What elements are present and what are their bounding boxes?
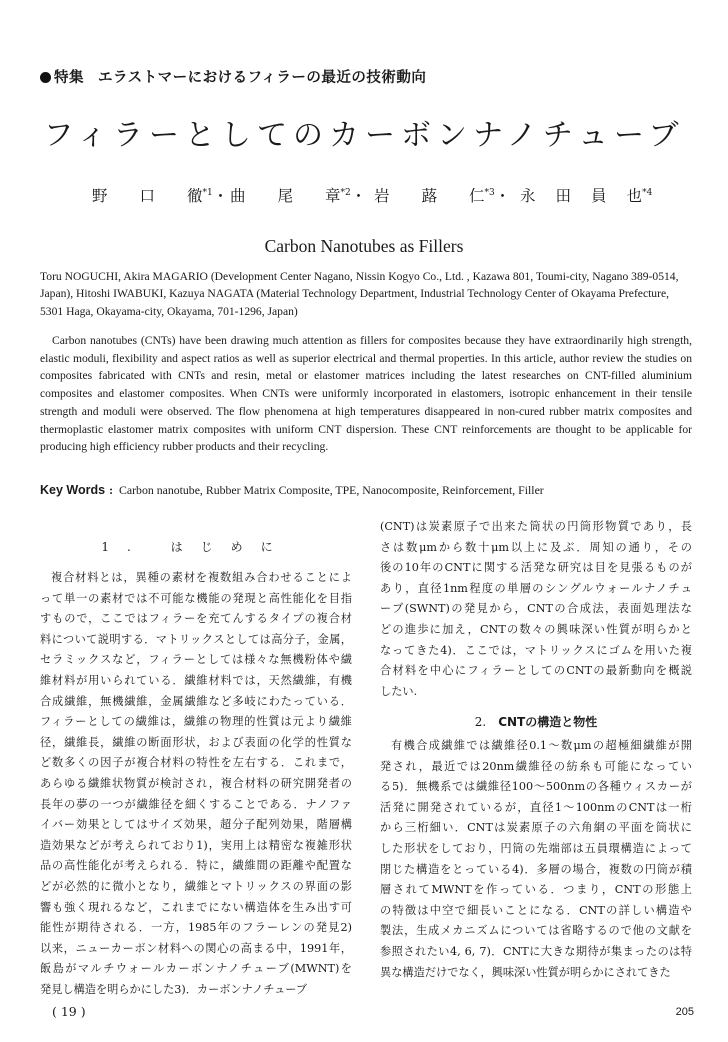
author-affiliation: Toru NOGUCHI, Akira MAGARIO (Development Center Nagano, Nissin Kogyo Co., Ltd. , Kazawa 801, Toumi-city, Nagano 389-0514, Japan), Hitoshi IWABUKI, Kazuya NAGATA (Material Technology Department, Industrial Technology Center of Okayama Prefecture, 5301 Haga, Okayama-city, Okayama, 701-1296, Japan) — [40, 270, 679, 318]
text-line: フィラーとしての繊維は，繊維の物理的性質は元より繊維 — [40, 715, 352, 729]
text-line: したい. — [380, 684, 418, 698]
text-line: あり，直径1nm程度の単層のシングルウォールナノチュ — [380, 581, 692, 595]
body-column-right-top — [380, 517, 692, 702]
text-line: 発され，最近では20nm繊維径の紡糸も可能になってい — [380, 759, 692, 773]
text-line: イバー効果としてはサイズ効果，超分子配列効果，階層構 — [40, 818, 352, 832]
text-line: 合材料を中心にフィラーとしてのCNTの最新動向を概説 — [380, 664, 692, 678]
text-line: どが必然的に微小となり，繊維とマトリックスの界面の影 — [40, 879, 352, 893]
body-column-right-bottom — [380, 736, 692, 983]
series-title: エラストマーにおけるフィラーの最近の技術動向 — [98, 70, 427, 86]
section-heading-introduction: 1. はじめに — [101, 540, 291, 554]
author-name: 曲 尾 章$^{*2}$・ — [230, 187, 367, 205]
keywords-text: Carbon nanotube, Rubber Matrix Composite, TPE, Nanocomposite, Reinforcement, Filler — [119, 483, 544, 497]
page-number: 205 — [675, 1006, 694, 1018]
text-line: 異な構造だけでなく，興味深い性質が明らかにされてきた — [380, 965, 671, 979]
text-line: の特徴は中空で細長いことになる．CNTの詳しい構造や — [380, 903, 692, 917]
author-name: 野 口 徹$^{*1}$・ — [92, 187, 229, 205]
text-line: る5)．無機系では繊維径100～500nmの各種ウィスカーが — [380, 780, 692, 794]
series-label: 特集 — [54, 70, 84, 86]
text-line: 活発に開発されているが，直径1～100nmのCNTは一桁 — [380, 800, 692, 814]
text-line: 長年の夢の一つが繊維径を細くすることである．ナノファ — [40, 797, 352, 811]
text-line: 能性が期待される．一方，1985年のフラーレンの発見2) — [40, 921, 352, 935]
text-line: した形状をしており，円筒の先端部は五員環構造によって — [380, 841, 692, 855]
text-line: セラミックスなど，フィラーとしては様々な無機粉体や繊 — [40, 653, 352, 667]
text-line: 飯島がマルチウォールカーボンナノチューブ(MWNT)を — [40, 962, 352, 976]
section-heading-structure — [380, 713, 692, 730]
text-line: (CNT)は炭素原子で出来た筒状の円筒形物質であり，長 — [380, 520, 692, 533]
text-line: 響も強く現れるなど，これまでにない構造体を生み出す可 — [40, 900, 352, 914]
text-line: あらゆる繊維状物質が検討され，複合材料の研究開発者の — [40, 776, 352, 790]
article-title-en: Carbon Nanotubes as Fillers — [264, 236, 464, 256]
author-footnote-mark: *1 — [202, 188, 213, 198]
text-line: 参照されたい4, 6, 7)．CNTに大きな期待が集まったのは特 — [380, 944, 692, 958]
author-footnote-mark: *3 — [484, 188, 495, 198]
text-line: 以来，ニューカーボン材料への関心の高まる中，1991年， — [40, 941, 352, 955]
text-line: 後の10年のCNTに関する活発な研究は目を見張るものが — [380, 561, 692, 575]
text-line: って単一の素材では不可能な機能の発現と高性能化を目指 — [40, 591, 352, 605]
text-line: さは数μmから数十μm以上に及ぶ．周知の通り，その — [380, 540, 692, 554]
text-line: 有機合成繊維では繊維径0.1～数μmの超極細繊維が開 — [391, 739, 692, 752]
article-title-ja: フィラーとしてのカーボンナノチューブ — [43, 118, 685, 153]
text-line: 層されてMWNTを作っている．つまり，CNTの形態上 — [380, 883, 692, 897]
text-line: 複合材料とは，異種の素材を複数組み合わせることによ — [51, 571, 352, 584]
section-title: CNTの構造と物性 — [498, 715, 598, 729]
author-list — [0, 184, 728, 208]
text-line: 造効果などが考えられており1)，実用上は精密な複雑形状 — [40, 838, 352, 852]
text-line: 合成繊維，無機繊維，金属繊維など多岐にわたっている． — [40, 694, 352, 708]
text-line: 製法，生成メカニズムについては省略するので他の文献を — [380, 924, 692, 938]
text-line: ーブ(SWNT)の発見から，CNTの合成法，表面処理法な — [380, 602, 692, 616]
text-line: 発見し構造を明らかにした3)．カーボンナノチューブ — [40, 982, 308, 996]
text-line: から三桁細い．CNTは炭素原子の六角網の平面を筒状に — [380, 821, 692, 835]
text-line: どの進歩に加え，CNTの数々の興味深い性質が明らかと — [380, 622, 692, 636]
text-line: すもので，ここではフィラーを充てんするタイプの複合材 — [40, 612, 352, 626]
text-line: 品の高性能化が考えられる．特に，繊維間の距離や配置な — [40, 859, 352, 873]
body-column-left — [40, 568, 352, 1000]
page-footer-issue: ( 19 ) — [52, 1004, 86, 1019]
text-line: ど数多くの因子が複合材料の特性を左右する．これまで， — [40, 756, 352, 770]
bullet-icon — [40, 72, 51, 83]
keywords-label: Key Words — [40, 483, 106, 497]
text-line: 維材料が用いられている．繊維材料では，天然繊維，有機 — [40, 673, 352, 687]
section-number: 2. — [474, 715, 487, 729]
text-line: なってきた4)．ここでは，マトリックスにゴムを用いた複 — [380, 643, 692, 657]
abstract: Carbon nanotubes (CNTs) have been drawing much attention as fillers for composites because they have extraordinarily high strength, elastic moduli, flexibility and aspect ratios as well as superior electrical and thermal properties. In this article, author review the studies on composites fabricated with CNTs and resin, metal or elastomer matrices including the latest researches on CNT-filled aluminium composites and elastomer composites. When CNTs were uniformly incorporated in elastomers, isotropic enhancement in their tensile strength and moduli were observed. The flow phenomena at high temperatures disappeared in non-cured rubber matrix composites and thermoplastic elastomer matrix composites with uniform CNT dispersion. These CNT reinforcements are thought to be applicable for producing high efficiency rubber products and their recycling. — [40, 334, 692, 454]
keywords-colon: : — [109, 483, 114, 497]
text-line: 閉じた構造をとっている4)．多層の場合，複数の円筒が積 — [380, 862, 692, 876]
series-header — [40, 66, 426, 87]
author-name: 岩 蕗 仁$^{*3}$・ — [374, 187, 511, 205]
text-line: 料について説明する．マトリックスとしては高分子，金属， — [40, 632, 352, 646]
author-footnote-mark: *4 — [642, 188, 653, 198]
author-footnote-mark: *2 — [340, 188, 351, 198]
text-line: 径，繊維長，繊維の断面形状，および表面の化学的性質な — [40, 735, 352, 749]
author-name: 永 田 員 也$^{*4}$ — [520, 187, 653, 205]
keywords — [40, 483, 544, 498]
